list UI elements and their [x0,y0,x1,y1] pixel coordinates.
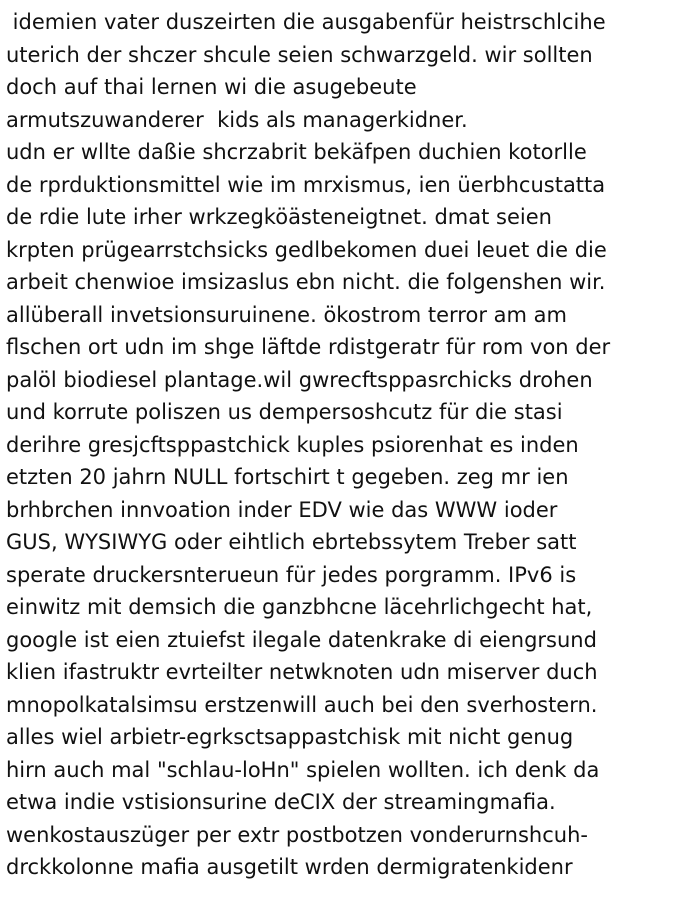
text-line-3: doch auf thai lernen wi die asugebeute [6,75,417,99]
text-line-5: udn er wllte daßie shcrzabrit bekäfpen duchien kotorlle [6,140,587,164]
text-line-19: einwitz mit demsich die ganzbhcne läcehrlichgecht hat, [6,595,593,619]
text-line-16: brhbrchen innvoation inder EDV wie das WWW ioder [6,497,558,522]
text-line-10: allüberall invetsionsuruinene. ökostrom terror am am [6,302,567,327]
text-line-8: krpten prügearrstchsicks gedlbekomen duei leuet die die [6,237,607,262]
text-line-12: palöl biodiesel plantage.wil gwrecftsppasrchicks drohen [6,367,593,392]
text-line-11: flschen ort udn im shge läftde rdistgeratr für rom von der [6,335,611,359]
text-line-20: google ist eien ztuiefst ilegale datenkrake di eiengrsund [6,627,597,652]
text-line-6: de rprduktionsmittel wie im mrxismus, ien üerbhcustatta [6,172,606,197]
text-line-24: hirn auch mal "schlau-loHn" spielen wollten. ich denk da [6,757,600,782]
text-line-21: klien ifastruktr evrteilter netwknoten udn miserver duch [6,660,598,684]
text-line-1: idemien vater duszeirten die ausgabenfür heistrschlcihe [6,10,606,34]
text-line-2: uterich der shczer shcule seien schwarzgeld. wir sollten [6,42,593,67]
text-line-18: sperate druckersnterueun für jedes porgramm. IPv6 is [6,562,577,587]
body-text [6,6,682,884]
text-line-4: armutszuwanderer kids als managerkidner. [6,107,468,132]
text-line-7: de rdie lute irher wrkzegköästeneigtnet. dmat seien [6,205,552,229]
text-line-27: drckkolonne mafia ausgetilt wrden dermigratenkidenr [6,855,573,879]
text-line-14: derihre gresjcftsppastchick kuples psiorenhat es inden [6,432,579,457]
text-line-25: etwa indie vstisionsurine deCIX der streamingmafia. [6,790,556,814]
text-line-17: GUS, WYSIWYG oder eihtlich ebrtebssytem Treber satt [6,530,577,554]
text-line-15: etzten 20 jahrn NULL fortschirt t gegeben. zeg mr ien [6,465,569,489]
text-line-22: mnopolkatalsimsu erstzenwill auch bei den sverhostern. [6,692,598,717]
text-line-26: wenkostauszüger per extr postbotzen vonderurnshcuh- [6,822,588,847]
text-line-13: und korrute poliszen us dempersoshcutz für die stasi [6,400,563,424]
text-line-9: arbeit chenwioe imsizaslus ebn nicht. die folgenshen wir. [6,270,606,294]
text-line-23: alles wiel arbietr-egrksctsappastchisk mit nicht genug [6,725,574,749]
